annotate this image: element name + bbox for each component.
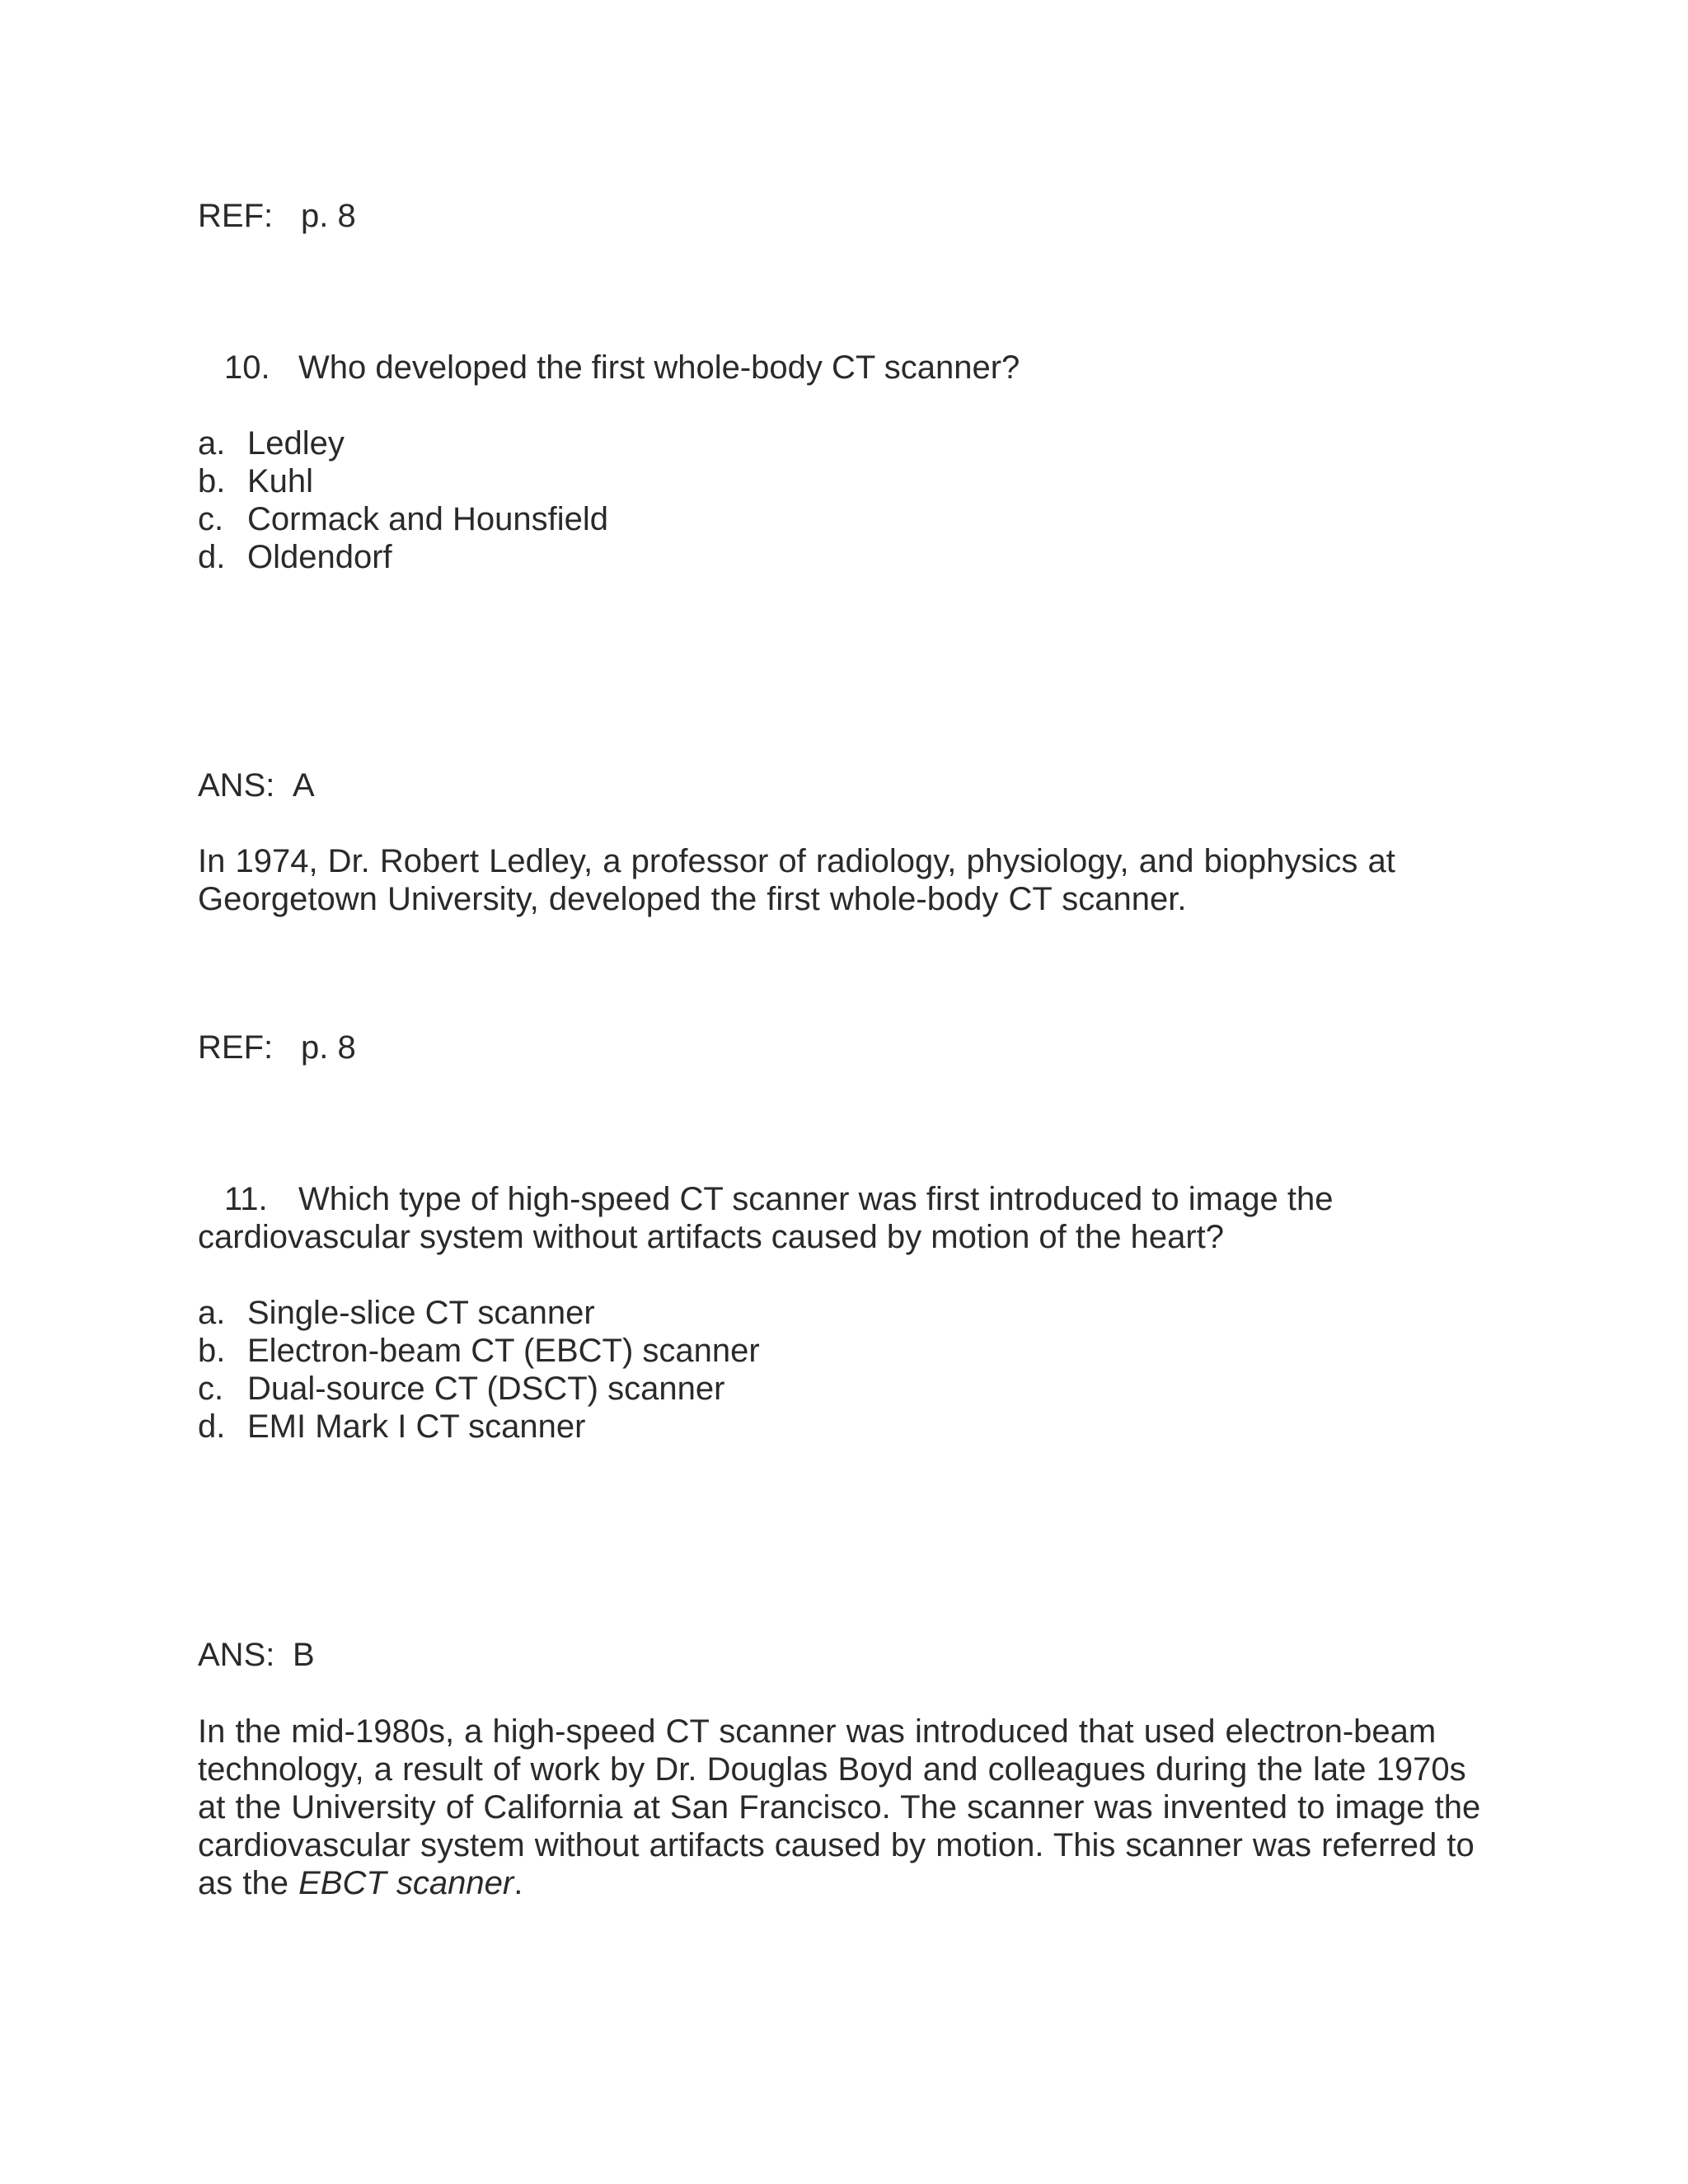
ref-value: p. 8 [301,198,356,234]
ans-label: ANS: [198,767,275,804]
option-text: Electron-beam CT (EBCT) scanner [247,1333,760,1369]
explanation-text: In the mid-1980s, a high-speed CT scanner was introduced that used electron-beam technology, a result of work by Dr. Douglas Boyd and colleagues during the late 1970s at the University of California at San Francisco. The scanner was invented to image the cardiovascular system without artifacts caused by motion. This scanner was referred to as the [198,1713,1481,1901]
explanation-emphasis: EBCT scanner [298,1865,514,1901]
option-b [198,462,1484,500]
option-b [198,1332,1484,1370]
options-list-q11 [198,1294,1484,1446]
option-letter: a. [198,1295,226,1331]
explanation-q11 [198,1713,1484,1902]
option-letter: b. [198,1333,226,1369]
ref-label: REF: [198,198,274,234]
option-a [198,1294,1484,1332]
explanation-end: . [513,1865,523,1901]
ref-value: p. 8 [301,1029,356,1066]
ref-line-q10 [198,1029,1484,1066]
option-c [198,1370,1484,1408]
option-text: EMI Mark I CT scanner [247,1408,586,1445]
question-number: 10. [224,349,270,386]
option-text: Cormack and Hounsfield [247,501,608,537]
answer-line-q11 [198,1636,1484,1674]
option-text: Oldendorf [247,539,392,575]
options-list-q10 [198,424,1484,576]
option-letter: c. [198,1371,224,1407]
option-letter: d. [198,539,226,575]
ref-line-top [198,197,1484,235]
option-letter: b. [198,463,226,499]
option-text: Dual-source CT (DSCT) scanner [247,1371,725,1407]
ref-label: REF: [198,1029,274,1066]
question-11 [198,1180,1484,1256]
option-text: Ledley [247,425,345,462]
answer-value: A [293,767,315,804]
option-d [198,538,1484,576]
option-letter: c. [198,501,224,537]
answer-value: B [293,1637,315,1673]
option-c [198,500,1484,538]
question-number: 11. [224,1181,268,1217]
option-text: Single-slice CT scanner [247,1295,595,1331]
explanation-q10: In 1974, Dr. Robert Ledley, a professor of radiology, physiology, and biophysics at Georgetown University, developed the first whole-body CT scanner. [198,843,1395,917]
option-letter: a. [198,425,226,462]
option-a [198,424,1484,462]
question-10 [198,349,1484,387]
question-text: Who developed the first whole-body CT scanner? [298,349,1020,386]
question-text: Which type of high-speed CT scanner was first introduced to image the cardiovascular system without artifacts caused by motion of the heart? [198,1181,1334,1255]
ans-label: ANS: [198,1637,275,1673]
answer-line-q10 [198,766,1484,804]
option-d [198,1408,1484,1446]
option-letter: d. [198,1408,226,1445]
option-text: Kuhl [247,463,314,499]
